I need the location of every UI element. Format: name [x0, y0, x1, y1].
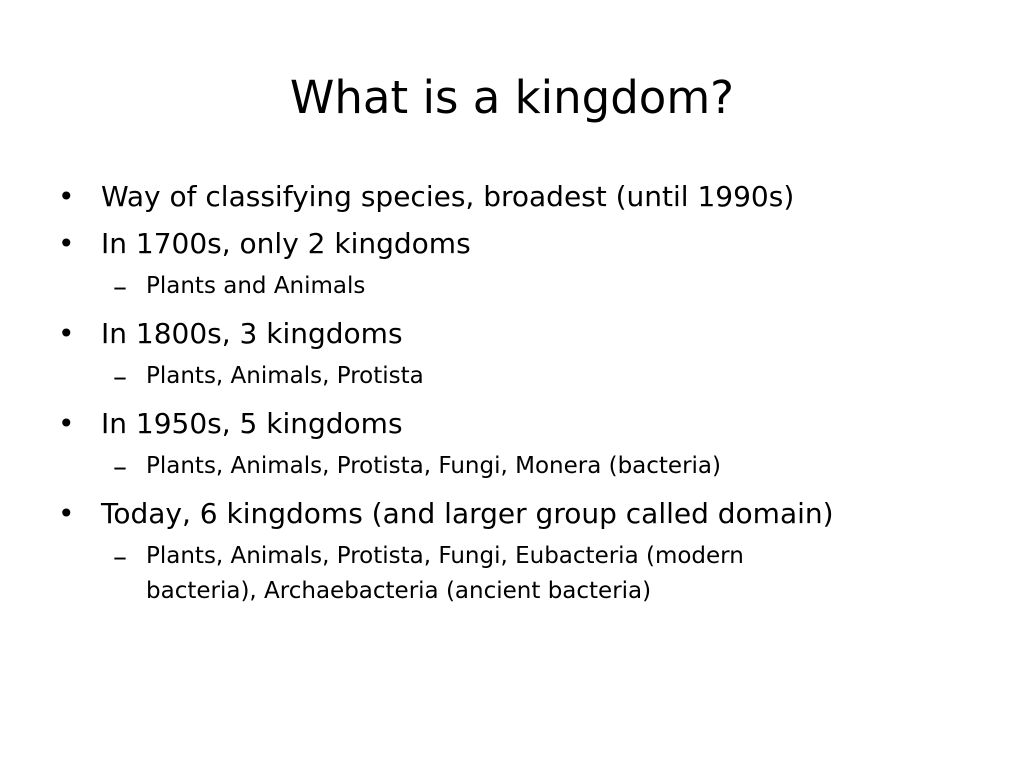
dash-marker-icon: –: [113, 540, 127, 573]
sub-bullet-text: Plants and Animals: [146, 273, 366, 299]
bullet-marker-icon: •: [58, 227, 75, 260]
sub-bullet-item: [101, 539, 846, 609]
sub-bullet-text: Plants, Animals, Protista, Fungi, Eubacteria (modern bacteria), Archaebacteria (ancient bacteria): [146, 543, 744, 604]
dash-marker-icon: –: [113, 270, 127, 303]
slide-title: What is a kingdom?: [289, 71, 735, 124]
sub-bullet-item: [101, 449, 846, 484]
bullet-text: In 1800s, 3 kingdoms: [101, 317, 403, 350]
sub-bullet-list: [101, 269, 956, 304]
bullet-text: In 1700s, only 2 kingdoms: [101, 227, 471, 260]
bullet-text: In 1950s, 5 kingdoms: [101, 407, 403, 440]
bullet-item: [56, 180, 956, 214]
bullet-marker-icon: •: [58, 407, 75, 440]
bullet-marker-icon: •: [58, 497, 75, 530]
bullet-item: [56, 317, 956, 394]
bullet-item: [56, 407, 956, 484]
bullet-list: [56, 180, 956, 609]
bullet-text: Way of classifying species, broadest (until 1990s): [101, 180, 795, 213]
sub-bullet-list: [101, 359, 956, 394]
sub-bullet-item: [101, 359, 846, 394]
dash-marker-icon: –: [113, 450, 127, 483]
bullet-marker-icon: •: [58, 180, 75, 213]
sub-bullet-text: Plants, Animals, Protista, Fungi, Monera (bacteria): [146, 453, 721, 479]
sub-bullet-list: [101, 449, 956, 484]
sub-bullet-list: [101, 539, 956, 609]
sub-bullet-item: [101, 269, 846, 304]
bullet-item: [56, 497, 956, 609]
dash-marker-icon: –: [113, 360, 127, 393]
bullet-marker-icon: •: [58, 317, 75, 350]
bullet-item: [56, 227, 956, 304]
sub-bullet-text: Plants, Animals, Protista: [146, 363, 424, 389]
bullet-text: Today, 6 kingdoms (and larger group called domain): [101, 497, 834, 530]
